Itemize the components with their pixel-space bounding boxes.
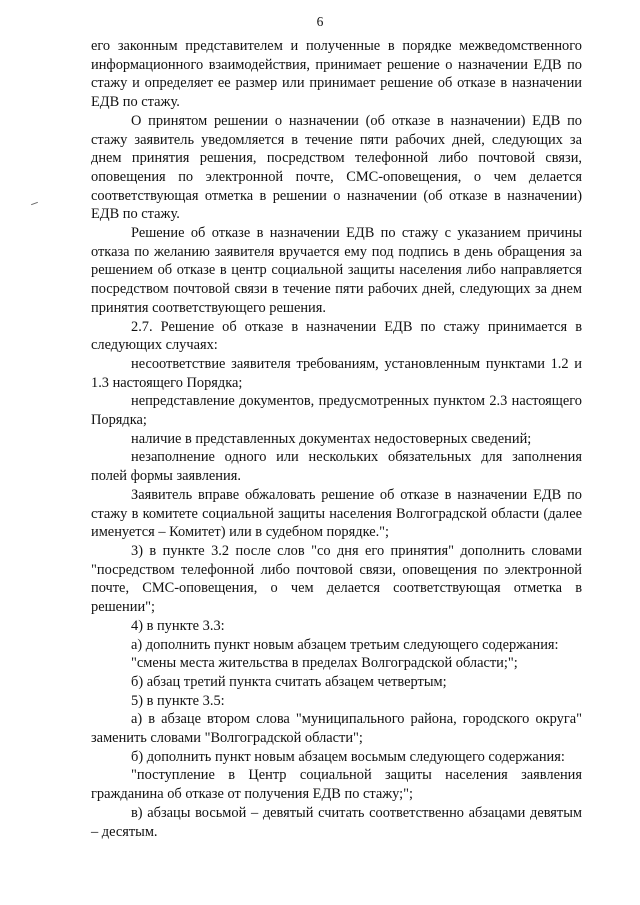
paragraph: 5) в пункте 3.5: <box>131 692 225 709</box>
paragraph: "смены места жительства в пределах Волгоградской области;"; <box>131 655 518 672</box>
paragraph: 2.7. Решение об отказе в назначении ЕДВ по стажу принимается в следующих случаях: <box>91 318 582 354</box>
paragraph: непредставление документов, предусмотренных пунктом 2.3 настоящего Порядка; <box>91 393 582 429</box>
paragraph: 4) в пункте 3.3: <box>131 617 225 634</box>
paragraph: наличие в представленных документах недостоверных сведений; <box>131 430 532 447</box>
paragraph: 3) в пункте 3.2 после слов "со дня его принятия" дополнить словами "посредством телефонной либо почтовой связи, оповещения по электронной почте, СМС-оповещения, о чем делается соответствующая отметка в решении"; <box>91 542 582 616</box>
paragraph: Заявитель вправе обжаловать решение об отказе в назначении ЕДВ по стажу в комитете социальной защиты населения Волгоградской области (далее именуется – Комитет) или в судебном порядке."; <box>91 486 582 541</box>
document-body <box>91 37 582 841</box>
paragraph: его законным представителем и полученные в порядке межведомственного информационного взаимодействия, принимает решение о назначении ЕДВ по стажу и определяет ее размер или принимает решение об отказе в назначении ЕДВ по стажу. <box>91 38 582 111</box>
paragraph: О принятом решении о назначении (об отказе в назначении) ЕДВ по стажу заявитель уведомляется в течение пяти рабочих дней, следующих за днем принятия решения, посредством телефонной либо почтовой связи, оповещения по электронной почте, СМС-оповещения, о чем делается соответствующая отметка в решении о назначении (об отказе в назначении) ЕДВ по стажу. <box>91 112 582 223</box>
page-number: 6 <box>316 14 324 29</box>
margin-mark <box>31 202 38 205</box>
paragraph: а) в абзаце втором слова "муниципального района, городского округа" заменить словами "Волгоградской области"; <box>91 711 582 747</box>
paragraph: Решение об отказе в назначении ЕДВ по стажу с указанием причины отказа по желанию заявителя вручается ему под подпись в день обращения за решением об отказе в центр социальной защиты населения либо направляется посредством почтовой связи в течение пяти рабочих дней, следующих за днем принятия соответствующего решения. <box>91 225 582 316</box>
paragraph: б) дополнить пункт новым абзацем восьмым следующего содержания: <box>131 748 565 765</box>
paragraph: а) дополнить пункт новым абзацем третьим следующего содержания: <box>131 636 559 653</box>
paragraph: б) абзац третий пункта считать абзацем четвертым; <box>131 673 447 690</box>
paragraph: в) абзацы восьмой – девятый считать соответственно абзацами девятым – десятым. <box>91 804 582 840</box>
paragraph: несоответствие заявителя требованиям, установленным пунктами 1.2 и 1.3 настоящего Порядка; <box>91 355 582 391</box>
paragraph: "поступление в Центр социальной защиты населения заявления гражданина об отказе от получения ЕДВ по стажу;"; <box>91 767 582 803</box>
paragraph: незаполнение одного или нескольких обязательных для заполнения полей формы заявления. <box>91 449 582 485</box>
